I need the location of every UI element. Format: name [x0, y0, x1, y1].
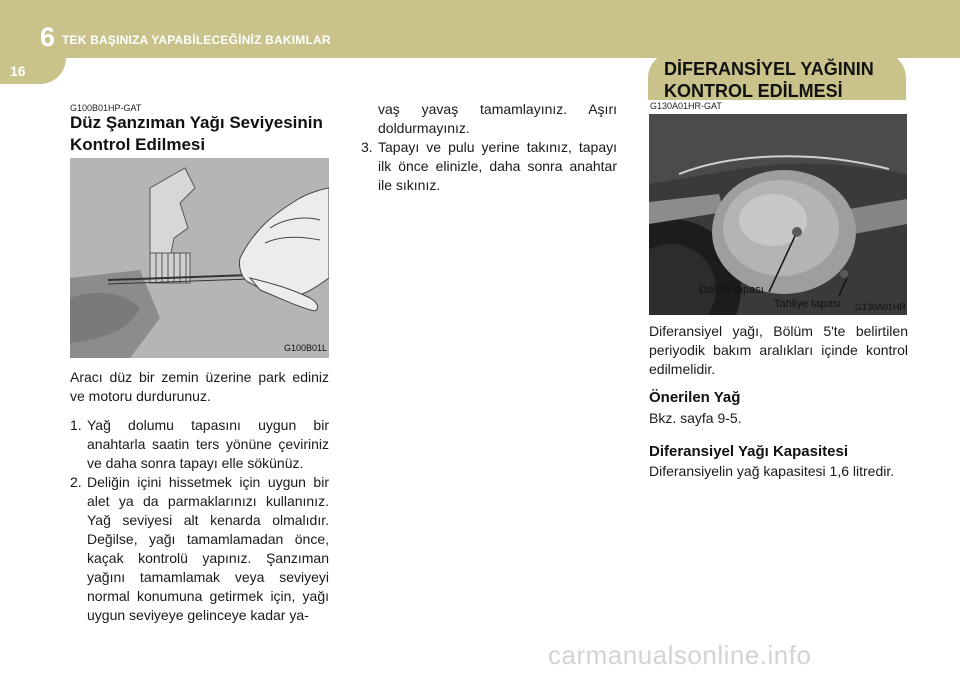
section-code-left: G100B01HP-GAT	[70, 103, 142, 113]
list-number: 2.	[70, 474, 82, 490]
differential-figure	[649, 114, 907, 315]
list-item	[70, 473, 329, 625]
middle-body	[361, 100, 617, 195]
transmission-dipstick-figure	[70, 158, 329, 358]
left-body	[70, 368, 329, 625]
right-intro: Diferansiyel yağı, Bölüm 5'te belirtilen periyodik bakım aralıkları içinde kontrol edilmelidir.	[649, 323, 908, 377]
drain-plug-label: Tahliye tapası	[774, 298, 842, 310]
page-number: 16	[10, 63, 26, 79]
list-text: Yağ dolumu tapasını uygun bir anahtarla saatin ters yönüne çeviriniz ve daha sonra tapayı elle sökünüz.	[87, 417, 329, 471]
fill-plug-label: Dolum tapası	[699, 284, 764, 296]
dipstick-illustration	[70, 158, 329, 358]
list-item	[70, 416, 329, 473]
chapter-number: 6	[40, 22, 56, 52]
list-number: 1.	[70, 417, 82, 433]
left-intro: Aracı düz bir zemin üzerine park ediniz ve motoru durdurunuz.	[70, 369, 329, 404]
section-title	[664, 58, 904, 102]
differential-illustration	[649, 114, 907, 315]
figure-caption-right: G130A01HR	[855, 302, 907, 312]
list-item	[361, 138, 617, 195]
section-code-right: G130A01HR-GAT	[650, 101, 722, 111]
section-title-line1: DİFERANSİYEL YAĞININ	[664, 59, 874, 79]
chapter-title: TEK BAŞINIZA YAPABİLECEĞİNİZ BAKIMLAR	[62, 33, 331, 47]
list-text: Tapayı ve pulu yerine takınız, tapayı ilk önce elinizle, daha sonra anahtar ile sıkınız.	[378, 139, 617, 193]
left-heading-line2: Kontrol Edilmesi	[70, 135, 206, 154]
figure-caption-left: G100B01L	[284, 343, 328, 353]
left-heading-line1: Düz Şanzıman Yağı Seviyesinin	[70, 113, 323, 132]
list-number: 3.	[361, 139, 373, 155]
middle-continuation: vaş yavaş tamamlayınız. Aşırı doldurmayınız.	[378, 101, 617, 136]
capacity-text: Diferansiyelin yağ kapasitesi 1,6 litredir.	[649, 463, 895, 479]
left-heading	[70, 112, 340, 156]
recommended-oil-heading: Önerilen Yağ	[649, 389, 741, 406]
watermark: carmanualsonline.info	[548, 640, 812, 670]
capacity-heading: Diferansiyel Yağı Kapasitesi	[649, 443, 848, 460]
section-title-line2: KONTROL EDİLMESİ	[664, 81, 843, 101]
recommended-oil-text: Bkz. sayfa 9-5.	[649, 410, 742, 426]
list-text: Deliğin içini hissetmek için uygun bir alet ya da parmaklarınızı kullanınız. Yağ seviyesi alt kenarda olmalıdır. Değilse, yağı tamamlamadan önce, kaçak kontrolü yapınız. Şanzıman yağını tamamlamak veya seviyeyi normal konumuna getirmek için, yağı uygun seviyeye gelinceye kadar ya-	[87, 474, 329, 623]
